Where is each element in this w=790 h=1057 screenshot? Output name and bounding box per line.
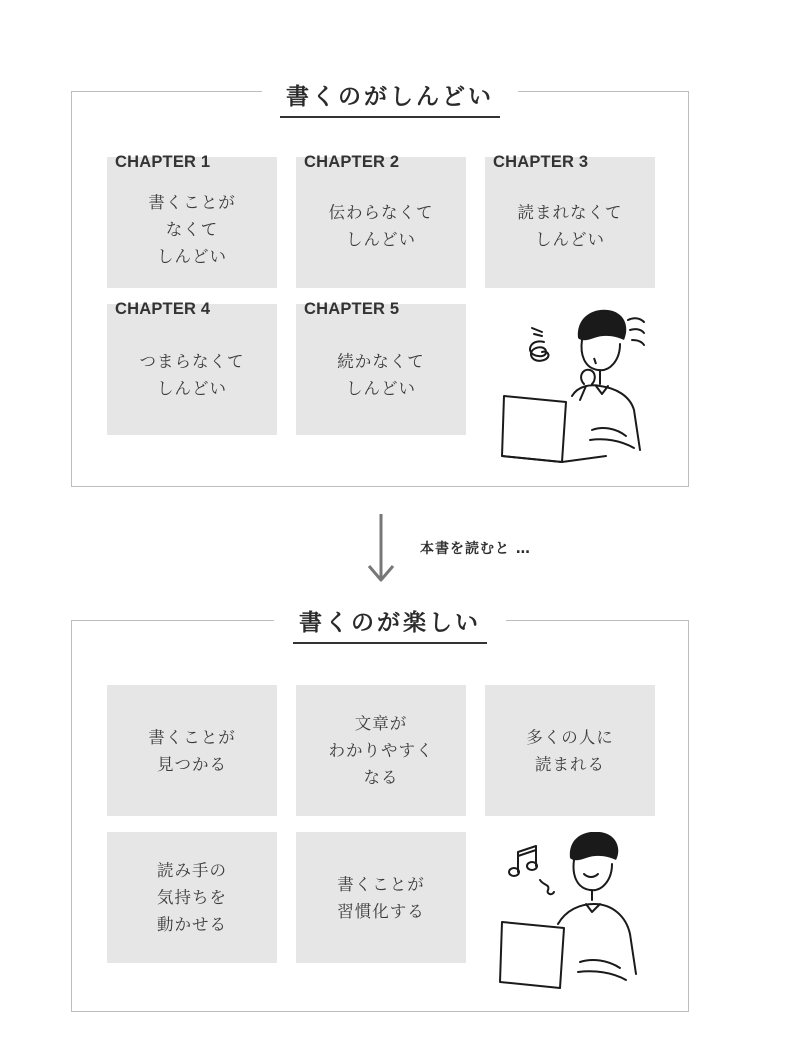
- benefit-text: 文章が わかりやすく なる: [328, 714, 434, 787]
- chapter-label: CHAPTER 2: [304, 153, 400, 171]
- chapter-text: 伝わらなくて しんどい: [328, 202, 434, 249]
- chapter-label: CHAPTER 1: [115, 153, 211, 171]
- chapter-card-2: [296, 153, 466, 288]
- chapter-text: 読まれなくて しんどい: [517, 202, 623, 249]
- chapter-text: 続かなくて しんどい: [337, 351, 425, 398]
- chapter-card-4: [107, 300, 277, 435]
- chapter-label: CHAPTER 3: [493, 153, 589, 171]
- before-heading: 書くのがしんどい: [262, 80, 518, 118]
- after-heading: 書くのが楽しい: [274, 606, 506, 644]
- chapter-card-1: [107, 153, 277, 288]
- happy-person-laptop-icon: [496, 832, 666, 992]
- chapter-label: CHAPTER 5: [304, 300, 400, 318]
- chapter-text: 書くことが なくて しんどい: [148, 193, 236, 266]
- benefit-text: 多くの人に 読まれる: [526, 727, 614, 774]
- chapter-card-3: [485, 153, 655, 288]
- chapter-card-5: [296, 300, 466, 435]
- music-note-icon: [509, 846, 554, 894]
- benefit-card-1: [107, 685, 277, 816]
- benefit-text: 書くことが 見つかる: [148, 727, 236, 774]
- benefit-card-5: [296, 832, 466, 963]
- benefit-card-4: [107, 832, 277, 963]
- chapter-label: CHAPTER 4: [115, 300, 211, 318]
- chapter-text: つまらなくて しんどい: [139, 351, 245, 398]
- down-arrow-icon: [366, 512, 396, 584]
- transition-label: 本書を読むと …: [420, 541, 531, 557]
- benefit-text: 読み手の 気持ちを 動かせる: [157, 861, 227, 934]
- benefit-text: 書くことが 習慣化する: [337, 874, 425, 921]
- benefit-card-3: [485, 685, 655, 816]
- stressed-person-laptop-icon: [496, 300, 666, 465]
- benefit-card-2: [296, 685, 466, 816]
